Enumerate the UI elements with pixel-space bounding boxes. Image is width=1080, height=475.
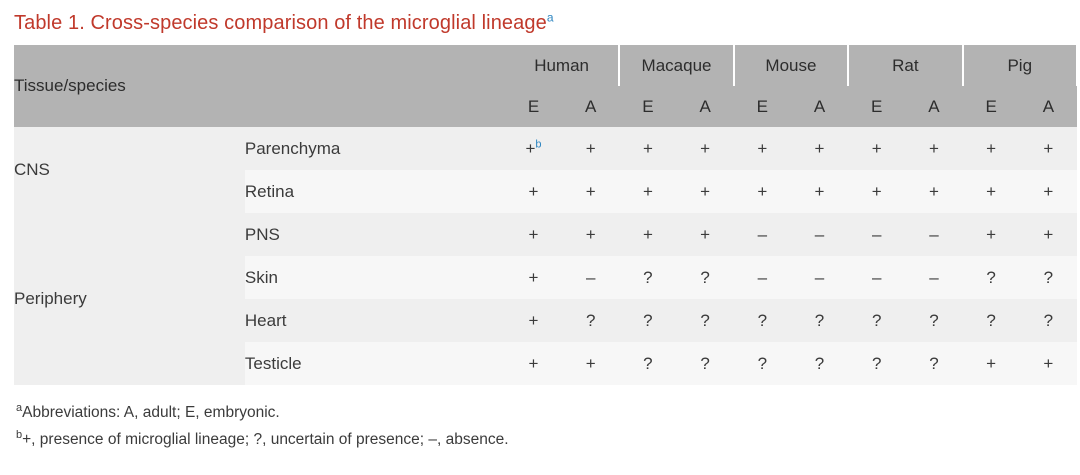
header-stage-pig-e: E xyxy=(963,86,1020,127)
header-species-mouse: Mouse xyxy=(734,45,848,86)
cell-parenchyma-pig-e: + xyxy=(963,127,1020,170)
cell-parenchyma-mouse-a: + xyxy=(791,127,848,170)
table-title xyxy=(14,12,1072,35)
cell-heart-mouse-e: ? xyxy=(734,299,791,342)
table-row xyxy=(14,213,1077,256)
cell-testicle-macaque-a: ? xyxy=(677,342,734,385)
cell-testicle-pig-a: + xyxy=(1020,342,1077,385)
tissue-label-testicle: Testicle xyxy=(245,342,505,385)
cell-testicle-human-a: + xyxy=(562,342,619,385)
group-label-periphery: Periphery xyxy=(14,213,245,385)
cell-skin-rat-e: – xyxy=(848,256,905,299)
table-head xyxy=(14,45,1077,127)
cell-retina-rat-e: + xyxy=(848,170,905,213)
cell-retina-macaque-e: + xyxy=(619,170,676,213)
cell-pns-macaque-a: + xyxy=(677,213,734,256)
comparison-table xyxy=(14,45,1078,385)
tissue-label-pns: PNS xyxy=(245,213,505,256)
cell-retina-human-a: + xyxy=(562,170,619,213)
table-row xyxy=(14,127,1077,170)
header-stage-rat-e: E xyxy=(848,86,905,127)
cell-skin-mouse-e: – xyxy=(734,256,791,299)
cell-pns-macaque-e: + xyxy=(619,213,676,256)
tissue-label-retina: Retina xyxy=(245,170,505,213)
cell-footnote-marker: b xyxy=(535,137,542,150)
header-species-rat: Rat xyxy=(848,45,962,86)
cell-heart-pig-a: ? xyxy=(1020,299,1077,342)
header-stage-human-a: A xyxy=(562,86,619,127)
footnotes xyxy=(16,399,1072,453)
tissue-label-skin: Skin xyxy=(245,256,505,299)
cell-heart-pig-e: ? xyxy=(963,299,1020,342)
header-stage-human-e: E xyxy=(505,86,562,127)
footnote-b xyxy=(16,426,1072,453)
cell-parenchyma-human-a: + xyxy=(562,127,619,170)
cell-pns-mouse-e: – xyxy=(734,213,791,256)
cell-heart-human-a: ? xyxy=(562,299,619,342)
cell-skin-mouse-a: – xyxy=(791,256,848,299)
header-species-macaque: Macaque xyxy=(619,45,733,86)
header-stage-mouse-a: A xyxy=(791,86,848,127)
cell-testicle-human-e: + xyxy=(505,342,562,385)
cell-skin-human-a: – xyxy=(562,256,619,299)
cell-retina-macaque-a: + xyxy=(677,170,734,213)
cell-testicle-rat-e: ? xyxy=(848,342,905,385)
tissue-label-heart: Heart xyxy=(245,299,505,342)
header-tissue-species: Tissue/species xyxy=(14,45,505,127)
cell-pns-human-e: + xyxy=(505,213,562,256)
cell-testicle-mouse-a: ? xyxy=(791,342,848,385)
cell-parenchyma-macaque-e: + xyxy=(619,127,676,170)
cell-pns-pig-a: + xyxy=(1020,213,1077,256)
cell-heart-mouse-a: ? xyxy=(791,299,848,342)
cell-skin-pig-e: ? xyxy=(963,256,1020,299)
header-stage-pig-a: A xyxy=(1020,86,1077,127)
cell-pns-mouse-a: – xyxy=(791,213,848,256)
header-stage-macaque-a: A xyxy=(677,86,734,127)
cell-skin-macaque-e: ? xyxy=(619,256,676,299)
cell-skin-pig-a: ? xyxy=(1020,256,1077,299)
cell-parenchyma-rat-a: + xyxy=(905,127,962,170)
cell-skin-macaque-a: ? xyxy=(677,256,734,299)
cell-heart-human-e: + xyxy=(505,299,562,342)
table-title-text: Table 1. Cross-species comparison of the microglial lineage xyxy=(14,12,547,34)
cell-pns-rat-e: – xyxy=(848,213,905,256)
cell-parenchyma-human-e: +$^b$ xyxy=(505,127,562,170)
footnote-a-text: Abbreviations: A, adult; E, embryonic. xyxy=(22,404,280,421)
cell-heart-macaque-a: ? xyxy=(677,299,734,342)
table-title-footnote-marker: a xyxy=(546,10,554,25)
cell-parenchyma-pig-a: + xyxy=(1020,127,1077,170)
cell-retina-pig-a: + xyxy=(1020,170,1077,213)
footnote-b-text: +, presence of microglial lineage; ?, uncertain of presence; –, absence. xyxy=(22,431,509,449)
cell-parenchyma-macaque-a: + xyxy=(677,127,734,170)
header-stage-mouse-e: E xyxy=(734,86,791,127)
table-body xyxy=(14,127,1077,385)
cell-retina-rat-a: + xyxy=(905,170,962,213)
cell-pns-rat-a: – xyxy=(905,213,962,256)
header-stage-rat-a: A xyxy=(905,86,962,127)
cell-retina-mouse-e: + xyxy=(734,170,791,213)
cell-testicle-mouse-e: ? xyxy=(734,342,791,385)
header-species-human: Human xyxy=(505,45,619,86)
footnote-b-marker: b xyxy=(16,428,23,441)
group-label-cns: CNS xyxy=(14,127,245,213)
cell-retina-pig-e: + xyxy=(963,170,1020,213)
cell-pns-pig-e: + xyxy=(963,213,1020,256)
tissue-label-parenchyma: Parenchyma xyxy=(245,127,505,170)
footnote-a-marker: a xyxy=(16,401,23,414)
cell-pns-human-a: + xyxy=(562,213,619,256)
cell-retina-mouse-a: + xyxy=(791,170,848,213)
header-row-species xyxy=(14,45,1077,86)
header-species-pig: Pig xyxy=(963,45,1077,86)
cell-heart-macaque-e: ? xyxy=(619,299,676,342)
cell-skin-human-e: + xyxy=(505,256,562,299)
cell-retina-human-e: + xyxy=(505,170,562,213)
cell-skin-rat-a: – xyxy=(905,256,962,299)
cell-parenchyma-rat-e: + xyxy=(848,127,905,170)
cell-testicle-macaque-e: ? xyxy=(619,342,676,385)
cell-heart-rat-e: ? xyxy=(848,299,905,342)
cell-heart-rat-a: ? xyxy=(905,299,962,342)
cell-testicle-pig-e: + xyxy=(963,342,1020,385)
header-stage-macaque-e: E xyxy=(619,86,676,127)
cell-parenchyma-mouse-e: + xyxy=(734,127,791,170)
footnote-a xyxy=(16,399,1072,426)
cell-testicle-rat-a: ? xyxy=(905,342,962,385)
